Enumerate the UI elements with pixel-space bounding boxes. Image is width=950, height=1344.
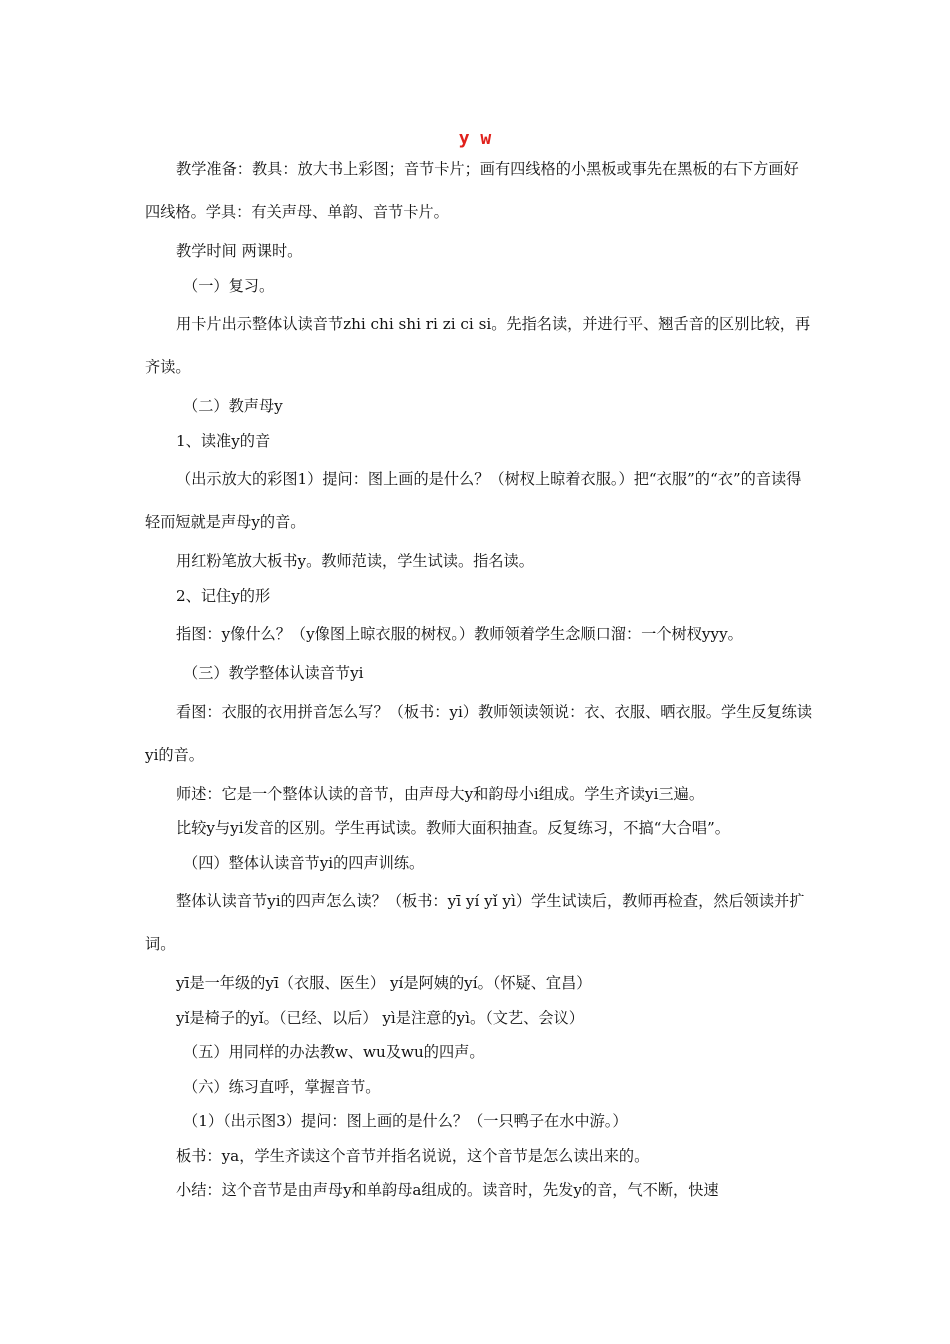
- document-body: [145, 148, 813, 1208]
- paragraph-tone-examples-1: yī是一年级的yī（衣服、医生） yí是阿姨的yí。（怀疑、宜昌）: [176, 974, 592, 992]
- subheading-read-y: 1、读准y的音: [176, 431, 271, 450]
- paragraph-red-chalk: 用红粉笔放大板书y。教师范读，学生试读。指名读。: [176, 552, 534, 570]
- document-title: y w: [458, 128, 492, 149]
- section-heading-teach-w: （五）用同样的办法教w、wu及wu的四声。: [183, 1043, 485, 1061]
- paragraph-show-picture-3: （1）（出示图3）提问：图上画的是什么？（一只鸭子在水中游。）: [183, 1112, 628, 1130]
- paragraph-tone-examples-2: yǐ是椅子的yǐ。（已经、以后） yì是注意的yì。（文艺、会议）: [176, 1008, 584, 1027]
- section-heading-syllable-yi: （三）教学整体认读音节yi: [183, 664, 364, 682]
- paragraph-point-picture: 指图：y像什么？（y像图上晾衣服的树杈。）教师领着学生念顺口溜：一个树杈yyy。: [176, 625, 743, 643]
- subheading-remember-y-shape: 2、记住y的形: [176, 586, 271, 605]
- paragraph-review-cards: 用卡片出示整体认读音节zhi chi shi ri zi ci si。先指名读，并进行平、翘舌音的区别比较，再齐读。: [145, 315, 811, 376]
- paragraph-show-picture-1: （出示放大的彩图1）提问：图上画的是什么？（树杈上晾着衣服。）把“衣服”的“衣”的音读得轻而短就是声母y的音。: [145, 470, 802, 531]
- paragraph-summary: 小结：这个音节是由声母y和单韵母a组成的。读音时，先发y的音，气不断，快速: [176, 1181, 719, 1199]
- paragraph-compare-y-yi: 比较y与yi发音的区别。学生再试读。教师大面积抽查。反复练习，不搞“大合唱”。: [176, 819, 730, 837]
- paragraph-look-picture: 看图：衣服的衣用拼音怎么写？（板书：yi）教师领读领说：衣、衣服、晒衣服。学生反复练读yi的音。: [145, 702, 813, 764]
- paragraph-teaching-time: 教学时间 两课时。: [176, 242, 303, 260]
- section-heading-consonant-y: （二）教声母y: [183, 397, 283, 415]
- paragraph-four-tones-read: 整体认读音节yi的四声怎么读？（板书：yī yí yǐ yì）学生试读后，教师再检查，然后领读并扩词。: [145, 892, 805, 953]
- paragraph-preparation: 教学准备：教具：放大书上彩图；音节卡片；画有四线格的小黑板或事先在黑板的右下方画好四线格。学具：有关声母、单韵、音节卡片。: [145, 160, 799, 221]
- section-heading-four-tones: （四）整体认读音节yi的四声训练。: [183, 853, 425, 872]
- section-heading-review: （一）复习。: [183, 276, 275, 295]
- paragraph-board-ya: 板书：ya，学生齐读这个音节并指名说说，这个音节是怎么读出来的。: [176, 1146, 650, 1165]
- section-heading-practice: （六）练习直呼，掌握音节。: [183, 1077, 381, 1096]
- paragraph-teacher-explains: 师述：它是一个整体认读的音节，由声母大y和韵母小i组成。学生齐读yi三遍。: [176, 784, 705, 803]
